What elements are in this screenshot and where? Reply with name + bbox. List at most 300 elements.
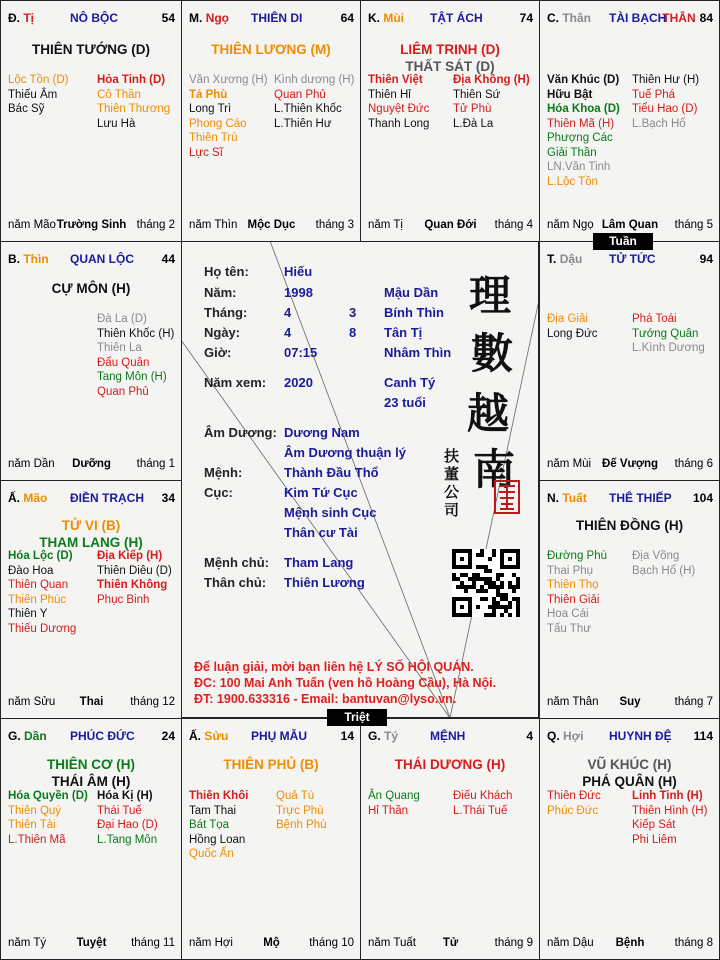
palace-can-chi [547,729,584,744]
value-thang-can: Bính Thìn [384,305,444,320]
minor-star[interactable]: L.Bạch Hổ [632,117,686,130]
minor-stars-left [368,73,429,131]
palace-month: tháng 8 [674,937,713,949]
minor-star[interactable]: Hóa Lộc (D) [8,550,73,562]
value-menh-chu: Tham Lang [284,555,354,570]
palace-dan[interactable] [0,718,182,960]
minor-star[interactable]: Hoa Cái [547,608,589,620]
minor-star[interactable]: L.Thiên Khốc [274,103,342,115]
palace-branch: Hợi [563,729,584,743]
palace-can-chi [547,491,587,506]
minor-star[interactable]: Thiên Mã (H) [547,117,615,130]
minor-stars-right [632,312,705,356]
minor-star[interactable]: Kiếp Sát [632,819,676,831]
minor-star[interactable]: Hỉ Thần [368,804,409,817]
palace-can: K. [368,11,380,25]
value-thang-am: 3 [349,305,357,320]
palace-name: ĐIỀN TRẠCH [70,491,144,505]
palace-ti[interactable] [0,0,182,242]
minor-star[interactable]: Điếu Khách [453,790,513,802]
palace-month: tháng 3 [315,219,354,231]
calligraphy-char-4: 南 [473,445,516,494]
palace-can-chi [368,11,404,26]
palace-month: tháng 1 [136,458,175,470]
palace-can: G. [368,729,381,743]
minor-star[interactable]: Thiên Đức [547,790,601,802]
palace-can: Đ. [8,11,20,25]
minor-star[interactable]: Thiên Việt [368,74,423,86]
minor-star[interactable]: Hóa Khoa (D) [547,103,620,115]
palace-header [368,11,533,27]
minor-star[interactable]: Quả Tú [276,790,315,802]
minor-star[interactable]: Hồng Loan [189,833,246,846]
minor-star[interactable]: Thiên Thương [97,103,171,115]
palace-footer [8,695,175,709]
minor-stars-left [547,312,598,341]
value-nam-xem-can: Canh Tý [384,375,436,390]
value-cuc-2: Mệnh sinh Cục [284,505,377,520]
label-am-duong: Âm Dương: [204,425,277,440]
palace-footer [189,936,354,950]
label-ngay: Ngày: [204,325,241,340]
minor-stars-left [547,73,620,189]
calligraphy-small-3: 公 [444,483,460,501]
value-cuc-3: Thân cư Tài [284,525,358,540]
palace-name: TÀI BẠCH [609,11,667,25]
minor-stars-right [97,312,174,399]
main-star[interactable]: THIÊN LƯƠNG (M) [211,42,331,57]
palace-branch: Tuất [562,491,587,505]
palace-month: tháng 10 [309,937,354,949]
palace-can: C. [547,11,559,25]
palace-footer [547,457,713,471]
minor-star[interactable]: LN.Văn Tinh [547,161,611,173]
minor-star[interactable]: L.Thái Tuế [453,804,508,817]
palace-header [8,11,175,27]
minor-star[interactable]: Thanh Long [368,117,430,130]
palace-age: 4 [526,729,533,743]
palace-branch: Thìn [23,252,49,266]
minor-star[interactable]: Nguyệt Đức [368,103,430,115]
palace-header [8,252,175,268]
than-badge: THÂN [662,11,696,25]
value-gio: 07:15 [284,345,318,360]
minor-star[interactable]: Long Đức [547,327,598,340]
minor-star[interactable]: Văn Xương (H) [189,74,268,86]
minor-stars-left [8,789,88,847]
minor-star[interactable]: L.Lộc Tồn [547,175,598,188]
minor-star[interactable]: L.Đà La [453,117,494,130]
main-star[interactable]: VŨ KHÚC (H) [587,757,672,772]
minor-star[interactable]: Phục Binh [97,593,150,606]
contact-line-1: Để luận giải, mời bạn liên hệ LÝ SỐ HỘI QUÁN. [194,660,474,674]
palace-footer [368,936,533,950]
palace-footer [547,218,713,232]
palace-can-chi [8,729,47,744]
minor-stars-right [276,789,327,833]
minor-star[interactable]: Bác Sỹ [8,103,45,115]
minor-star[interactable]: Cô Thần [97,88,141,101]
palace-year: năm Tị [368,219,403,231]
contact-address: ĐC: 100 Mai Anh Tuấn (ven hồ Hoàng Cầu), Hà Nội. [194,676,497,690]
minor-stars-right [632,789,707,847]
minor-star[interactable]: Đẩu Quân [97,356,150,369]
palace-header [547,729,713,745]
palace-can-chi [8,491,47,506]
palace-mui[interactable] [360,0,540,242]
palace-life-stage: Dưỡng [72,458,111,470]
palace-name: QUAN LỘC [70,252,134,266]
minor-star[interactable]: Đại Hao (D) [97,819,158,831]
palace-can: Ấ. [189,729,201,743]
label-nam-xem: Năm xem: [204,375,267,390]
palace-can-chi [547,11,591,26]
palace-branch: Ngọ [205,11,230,25]
minor-star[interactable]: Thiên Khôi [189,790,249,802]
palace-year: năm Sửu [8,696,56,708]
minor-star[interactable]: Đào Hoa [8,564,54,577]
palace-age: 94 [699,252,713,266]
minor-star[interactable]: Thiên Hỉ [368,88,411,101]
minor-star[interactable]: Địa Kiếp (H) [97,550,163,562]
palace-year: năm Ngọ [547,219,594,231]
palace-year: năm Dần [8,458,55,470]
minor-star[interactable]: Đà La (D) [97,313,147,325]
minor-star[interactable]: Quan Phủ [97,385,149,398]
minor-star[interactable]: L.Tang Môn [97,833,158,846]
palace-year: năm Tý [8,937,47,949]
calligraphy-small-4: 司 [444,501,460,519]
palace-can: M. [189,11,203,25]
palace-month: tháng 2 [136,219,175,231]
minor-star[interactable]: Quốc Ấn [189,848,234,860]
minor-stars-right [97,789,158,847]
value-nam-duong: 1998 [284,285,313,300]
label-thang: Tháng: [204,305,248,320]
minor-star[interactable]: Phá Toái [632,313,677,325]
minor-star[interactable]: Thiên Thọ [547,579,599,591]
palace-footer [368,218,533,232]
minor-star[interactable]: Thiên Giải [547,593,600,606]
main-star[interactable]: THẤT SÁT (D) [405,59,495,74]
calligraphy-small-2: 董 [444,465,460,483]
minor-star[interactable]: Tấu Thư [547,622,591,635]
value-nam-xem: 2020 [284,375,313,390]
minor-star[interactable]: Linh Tinh (H) [632,790,703,802]
minor-star[interactable]: Lực Sĩ [189,146,223,159]
minor-stars-left [8,73,69,117]
palace-age: 74 [519,11,533,25]
palace-year: năm Tuất [368,937,416,949]
minor-star[interactable]: Địa Võng [632,550,680,562]
minor-stars-left [547,789,601,818]
minor-star[interactable]: Long Trì [189,103,232,115]
minor-star[interactable]: Thiên Quý [8,804,62,817]
minor-star[interactable]: Hỏa Tinh (D) [97,74,166,86]
minor-stars-right [97,73,170,131]
value-am-duong-1: Dương Nam [284,425,360,440]
palace-name: THÊ THIẾP [609,491,672,505]
minor-star[interactable]: Thiên Hình (H) [632,804,708,817]
minor-stars-right [632,549,695,578]
palace-life-stage: Tuyệt [76,937,107,949]
value-ngay-can: Tân Tị [384,325,423,340]
palace-can-chi [189,11,229,26]
minor-stars-left [8,549,76,636]
value-gio-can: Nhâm Thìn [384,345,452,360]
palace-name: MỆNH [430,729,466,743]
palace-name: THIÊN DI [251,11,303,25]
palace-life-stage: Mộc Dục [247,219,296,231]
palace-life-stage: Suy [619,696,641,708]
minor-star[interactable]: Thiên Trù [189,132,238,144]
minor-star[interactable]: L.Kình Dương [632,342,705,354]
label-than-chu: Thân chủ: [204,575,267,590]
minor-star[interactable]: Thiên Sứ [453,88,501,101]
minor-stars-right [97,549,172,607]
palace-can: Ấ. [8,491,20,505]
palace-branch: Thân [562,11,592,25]
palace-year: năm Mão [8,219,56,231]
palace-ty[interactable] [360,718,540,960]
palace-header [8,729,175,745]
main-star[interactable]: THIÊN ĐỒNG (H) [575,518,684,533]
palace-header [8,491,175,507]
calligraphy-small-1: 扶 [444,447,460,465]
palace-footer [189,218,354,232]
minor-star[interactable]: Tả Phù [189,88,228,101]
minor-star[interactable]: Lưu Hà [97,117,136,130]
palace-footer [8,457,175,471]
value-ngay-am: 8 [349,325,357,340]
minor-star[interactable]: Thái Tuế [97,804,142,817]
main-star[interactable]: PHÁ QUÂN (H) [582,774,677,789]
center-info-panel [181,241,539,718]
minor-star[interactable]: Địa Không (H) [453,74,530,86]
palace-age: 34 [161,491,175,505]
palace-header [547,491,713,507]
main-star[interactable]: THIÊN TƯỚNG (D) [32,42,150,57]
palace-name: PHÚC ĐỨC [70,729,135,743]
minor-star[interactable]: Đường Phù [547,550,607,562]
minor-stars-left [189,789,248,862]
palace-footer [8,936,175,950]
minor-star[interactable]: Thiên Phúc [8,593,67,606]
minor-star[interactable]: Tử Phù [453,103,492,115]
minor-star[interactable]: Ân Quang [368,790,420,802]
minor-star[interactable]: Địa Giải [547,313,588,325]
main-star[interactable]: THIÊN CƠ (H) [46,757,135,772]
palace-name: TẬT ÁCH [430,11,483,25]
palace-can: Q. [547,729,560,743]
minor-star[interactable]: Hóa Quyền (D) [8,790,88,802]
qr-code[interactable] [452,549,520,617]
palace-year: năm Thân [547,696,599,708]
minor-stars-left [547,549,607,636]
palace-hoi[interactable] [539,718,720,960]
minor-star[interactable]: Trực Phù [276,804,324,817]
minor-star[interactable]: Tiểu Hao (D) [632,103,698,115]
minor-stars-right [453,73,530,131]
calligraphy-char-1: 理 [469,271,512,320]
minor-star[interactable]: Thiên Diêu (D) [97,564,172,577]
minor-star[interactable]: Thiếu Âm [8,88,58,101]
palace-can-chi [547,252,582,267]
palace-month: tháng 5 [674,219,713,231]
main-star[interactable]: CỰ MÔN (H) [51,281,131,296]
palace-age: 24 [161,729,175,743]
palace-month: tháng 4 [494,219,533,231]
minor-star[interactable]: Văn Khúc (D) [547,74,620,86]
palace-tuat[interactable] [539,480,720,719]
palace-thin[interactable] [0,241,182,481]
minor-stars-left [189,73,268,160]
palace-header [189,11,354,27]
palace-than[interactable] [539,0,720,242]
palace-footer [8,218,175,232]
palace-suu[interactable] [181,718,361,960]
minor-star[interactable]: L.Thiên Hư [274,117,332,130]
main-star[interactable]: TỬ VI (B) [61,518,121,533]
minor-star[interactable]: Thiếu Dương [8,622,77,635]
minor-star[interactable]: Thiên Tài [8,819,56,831]
palace-can-chi [189,729,228,744]
palace-age: 104 [692,491,713,505]
value-ho-ten: Hiếu [284,264,313,279]
palace-header [368,729,533,745]
palace-month: tháng 11 [131,937,175,949]
value-ngay-duong: 4 [284,325,292,340]
minor-star[interactable]: Quan Phủ [274,88,326,101]
minor-stars-right [632,73,699,131]
minor-star[interactable]: Lộc Tồn (D) [8,74,69,86]
minor-star[interactable]: Thiên Khốc (H) [97,327,175,340]
palace-month: tháng 9 [494,937,533,949]
red-seal-stamp [494,480,520,514]
palace-can: T. [547,252,557,266]
minor-star[interactable]: L.Thiên Mã [8,833,66,846]
palace-age: 44 [161,252,175,266]
minor-star[interactable]: Thiên La [97,342,142,354]
palace-ngo[interactable] [181,0,361,242]
palace-month: tháng 7 [674,696,713,708]
value-thang-duong: 4 [284,305,292,320]
palace-age: 54 [161,11,175,25]
palace-life-stage: Lâm Quan [601,219,659,231]
minor-star[interactable]: Thiên Y [8,608,48,620]
calligraphy-small [444,447,462,519]
calligraphy-char-3: 越 [467,389,510,438]
minor-star[interactable]: Hữu Bật [547,88,593,101]
value-tuoi: 23 tuổi [384,395,426,410]
palace-can-chi [368,729,398,744]
main-star[interactable]: THAM LANG (H) [39,535,143,550]
palace-age: 14 [340,729,354,743]
label-nam: Năm: [204,285,237,300]
palace-age: 84 [699,11,713,25]
main-star[interactable]: THÁI ÂM (H) [51,774,131,789]
main-star[interactable]: THIÊN PHỦ (B) [223,757,319,772]
minor-star[interactable]: Bạch Hổ (H) [632,564,696,577]
palace-life-stage: Trường Sinh [56,219,127,231]
palace-life-stage: Thai [79,696,104,708]
minor-stars-right [453,789,512,818]
palace-header [189,729,354,745]
palace-branch: Mùi [383,11,405,25]
label-gio: Giờ: [204,345,232,360]
triet-marker: Triệt [327,709,387,726]
palace-life-stage: Đế Vượng [601,458,659,470]
palace-life-stage: Bệnh [615,937,645,949]
palace-year: năm Thìn [189,219,238,231]
palace-age: 114 [693,729,713,743]
minor-stars-right [274,73,354,131]
palace-branch: Sửu [204,729,229,743]
label-menh: Mệnh: [204,465,243,480]
main-star[interactable]: THÁI DƯƠNG (H) [394,757,506,772]
palace-life-stage: Mộ [263,937,280,949]
minor-star[interactable]: Thiên Không [97,579,168,591]
minor-star[interactable]: Bát Tọa [189,819,230,831]
palace-dau[interactable] [539,241,720,481]
minor-star[interactable]: Kình dương (H) [274,74,355,86]
palace-header [547,11,713,27]
palace-name: NÔ BỘC [70,11,118,25]
minor-star[interactable]: Hóa Kị (H) [97,790,153,802]
minor-star[interactable]: Phượng Các [547,132,613,144]
value-nam-am: Mậu Dần [384,285,439,300]
minor-star[interactable]: Phong Cáo [189,117,247,130]
palace-year: năm Hợi [189,937,233,949]
palace-name: HUYNH ĐỆ [609,729,672,743]
minor-star[interactable]: Tam Thai [189,804,237,817]
minor-star[interactable]: Thiên Quan [8,579,69,591]
palace-month: tháng 12 [130,696,175,708]
palace-branch: Tý [384,729,399,743]
palace-branch: Dần [24,729,47,743]
palace-mao[interactable] [0,480,182,719]
minor-star[interactable]: Tướng Quân [632,327,699,340]
palace-branch: Tị [23,11,35,25]
palace-can: B. [8,252,20,266]
palace-footer [547,936,713,950]
palace-name: TỬ TỨC [609,252,656,266]
contact-phone-email[interactable]: ĐT: 1900.633316 - Email: bantuvan@lyso.vn. [194,692,457,706]
palace-can: G. [8,729,21,743]
minor-star[interactable]: Thiên Hư (H) [632,74,700,86]
minor-star[interactable]: Thai Phụ [547,564,594,577]
minor-star[interactable]: Phi Liêm [632,833,677,846]
calligraphy-char-2: 數 [471,329,514,378]
minor-star[interactable]: Giải Thần [547,146,597,159]
minor-star[interactable]: Tang Môn (H) [97,371,167,383]
tuan-marker: Tuần [593,233,653,250]
main-star[interactable]: LIÊM TRINH (D) [400,42,500,57]
minor-star[interactable]: Bệnh Phù [276,819,327,831]
palace-year: năm Mùi [547,458,592,470]
value-cuc-1: Kim Tứ Cục [284,485,358,500]
palace-can: N. [547,491,559,505]
minor-star[interactable]: Phúc Đức [547,804,599,817]
label-menh-chu: Mệnh chủ: [204,555,269,570]
value-menh: Thành Đầu Thổ [284,465,379,480]
minor-star[interactable]: Tuế Phá [632,88,676,101]
value-than-chu: Thiên Lương [284,575,365,590]
palace-month: tháng 6 [674,458,713,470]
label-ho-ten: Họ tên: [204,264,249,279]
palace-branch: Dậu [559,252,583,266]
value-am-duong-2: Âm Dương thuận lý [284,445,406,460]
